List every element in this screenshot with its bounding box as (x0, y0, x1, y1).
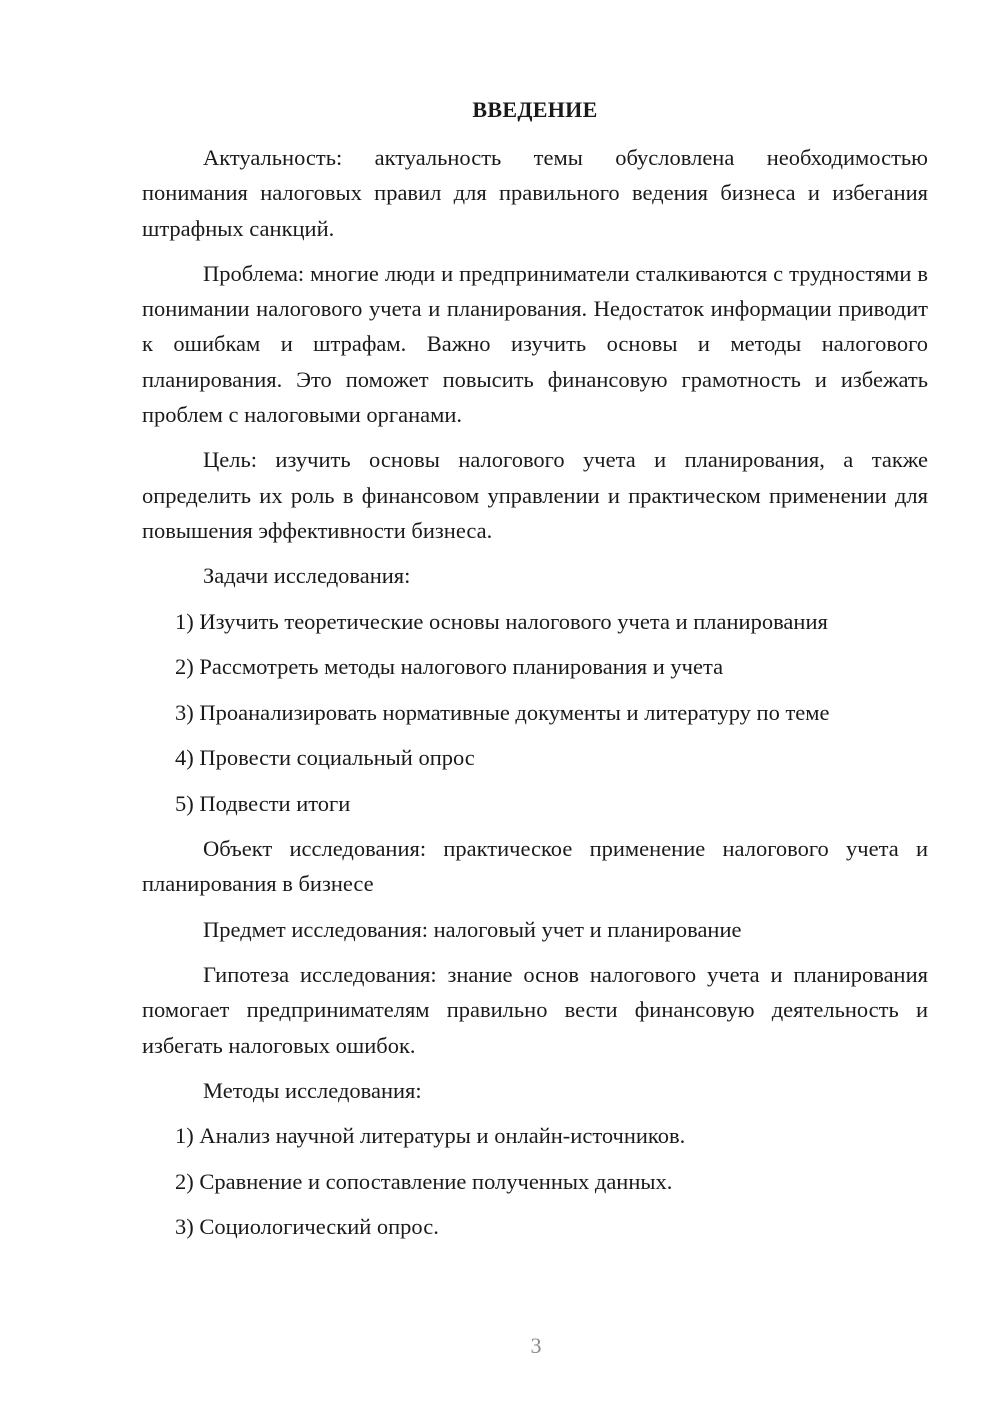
relevance-paragraph: Актуальность: актуальность темы обусловлена необходимостью понимания налоговых правил для правильного ведения бизнеса и избегания штрафных санкций. (142, 145, 928, 241)
tasks-heading: Задачи исследования: (203, 563, 411, 589)
document-page (142, 92, 928, 1255)
task-item-4: 4) Провести социальный опрос (175, 745, 475, 771)
subject-paragraph: Предмет исследования: налоговый учет и планирование (203, 916, 742, 942)
method-item-2: 2) Сравнение и сопоставление полученных данных. (175, 1168, 673, 1194)
object-paragraph: Объект исследования: практическое применение налогового учета и планирования в бизнесе (142, 836, 928, 897)
goal-paragraph: Цель: изучить основы налогового учета и планирования, а также определить их роль в финансовом управлении и практическом применении для повышения эффективности бизнеса. (142, 447, 928, 543)
task-item-2: 2) Рассмотреть методы налогового планирования и учета (175, 654, 724, 680)
task-item-5: 5) Подвести итоги (175, 790, 351, 816)
hypothesis-paragraph: Гипотеза исследования: знание основ налогового учета и планирования помогает предпринимателям правильно вести финансовую деятельность и избегать налоговых ошибок. (142, 961, 928, 1058)
method-item-3: 3) Социологический опрос. (175, 1214, 439, 1240)
method-item-1: 1) Анализ научной литературы и онлайн-источников. (175, 1123, 686, 1149)
task-item-1: 1) Изучить теоретические основы налогового учета и планирования (175, 608, 828, 634)
page-title: ВВЕДЕНИЕ (472, 97, 598, 122)
task-item-3: 3) Проанализировать нормативные документы и литературу по теме (175, 699, 830, 725)
methods-heading: Методы исследования: (203, 1077, 422, 1103)
page-number: 3 (530, 1333, 542, 1358)
problem-paragraph: Проблема: многие люди и предприниматели сталкиваются с трудностями в понимании налогового учета и планирования. Недостаток информации приводит к ошибкам и штрафам. Важно изучить основы и методы налогового планирования. Это поможет повысить финансовую грамотность и избежать проблем с налоговыми органами. (142, 260, 928, 428)
